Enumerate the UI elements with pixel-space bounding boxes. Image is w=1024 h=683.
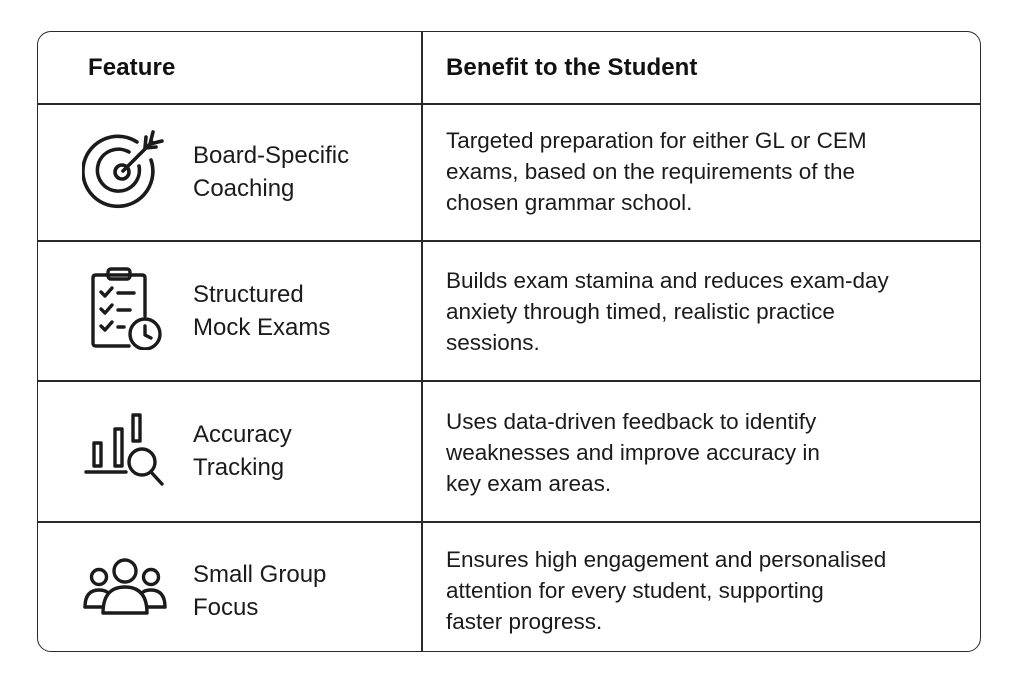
target-arrow-icon [82,127,168,213]
benefit-board-specific-coaching: Targeted preparation for either GL or CEM exams, based on the requirements of the chosen grammar school. [446,128,867,215]
feature-small-group-focus: Small Group Focus [193,561,327,621]
row-divider [38,240,980,242]
row-divider [38,380,980,382]
checklist-clock-icon [82,264,168,350]
row-divider [38,103,980,105]
benefit-small-group-focus: Ensures high engagement and personalised attention for every student, supporting faster progress. [446,547,887,634]
benefit-accuracy-tracking: Uses data-driven feedback to identify weaknesses and improve accuracy in key exam areas. [446,409,820,496]
column-divider [421,32,423,651]
feature-benefit-table [37,31,981,652]
feature-board-specific-coaching: Board-Specific Coaching [193,142,350,202]
benefit-structured-mock-exams: Builds exam stamina and reduces exam-day anxiety through timed, realistic practice sessions. [446,268,889,355]
feature-accuracy-tracking: Accuracy Tracking [193,421,292,481]
group-people-icon [82,547,168,633]
feature-structured-mock-exams: Structured Mock Exams [193,281,331,341]
header-feature: Feature [88,54,176,81]
row-divider [38,521,980,523]
bar-chart-magnifier-icon [82,406,168,492]
header-benefit: Benefit to the Student [446,54,698,81]
